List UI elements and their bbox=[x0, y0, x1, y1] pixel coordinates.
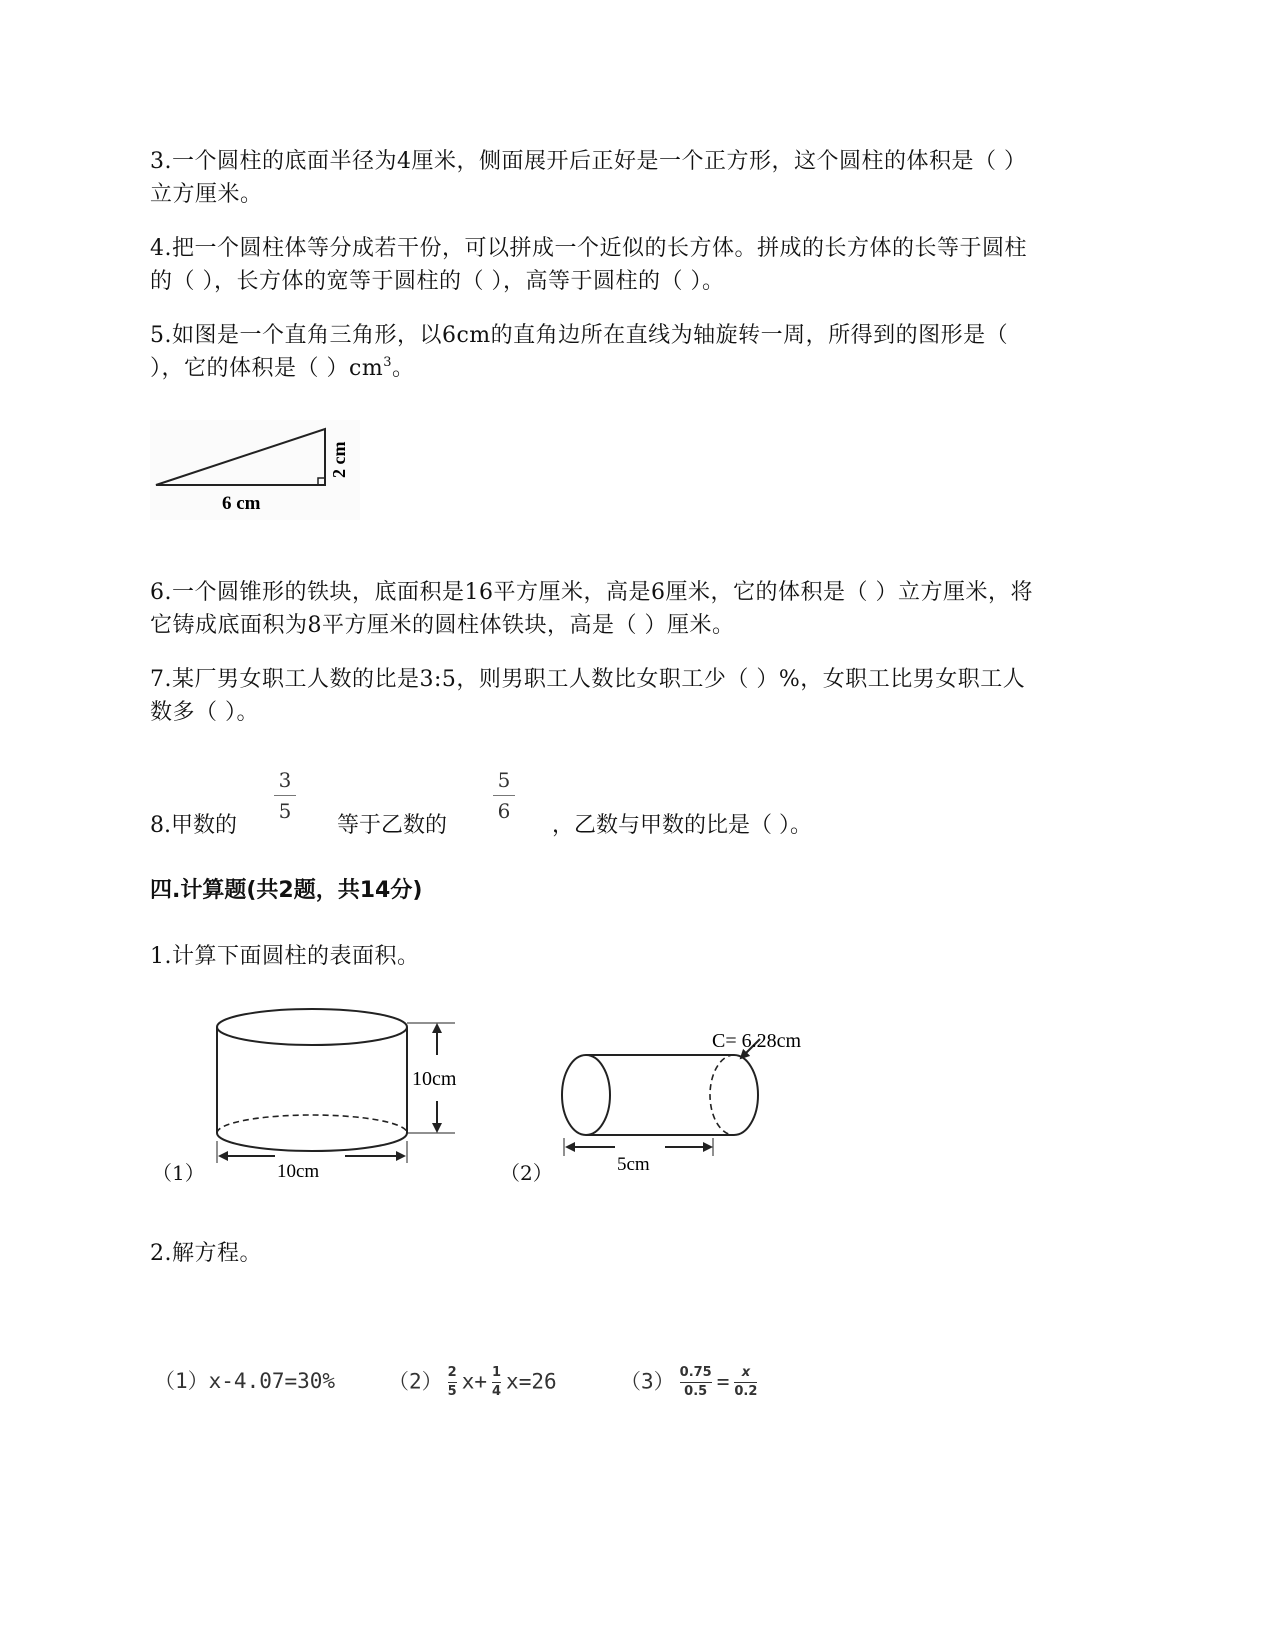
triangle-base-label: 6 cm bbox=[222, 493, 261, 514]
question-6 bbox=[150, 576, 1130, 642]
equation-3 bbox=[620, 1365, 762, 1400]
upright-cylinder-figure bbox=[215, 1005, 490, 1185]
right-triangle-figure bbox=[150, 420, 360, 520]
section-4-heading: 四.计算题(共2题，共14分) bbox=[150, 878, 423, 903]
eq3-frac2-bar bbox=[734, 1382, 757, 1383]
eq2-frac1-bar bbox=[448, 1382, 457, 1383]
question-8-part-3: ，乙数与甲数的比是（ ）。 bbox=[552, 813, 812, 838]
fraction-2-denominator: 6 bbox=[497, 799, 511, 823]
cylinder-1-top-ellipse bbox=[217, 1009, 407, 1045]
equation-3-fraction-2 bbox=[734, 1365, 757, 1400]
fraction-1-bar bbox=[274, 795, 296, 796]
cylinder-1-height-label: 10cm bbox=[412, 1068, 457, 1090]
eq3-frac2-numerator: x bbox=[741, 1365, 751, 1380]
cylinder-1-bottom-front bbox=[217, 1133, 407, 1151]
fraction-three-fifths bbox=[274, 767, 296, 824]
calc-1-prompt-text: 1.计算下面圆柱的表面积。 bbox=[150, 944, 420, 969]
question-7 bbox=[150, 663, 1130, 729]
equation-2-tail: x=26 bbox=[506, 1369, 557, 1394]
equation-2-fraction-1 bbox=[448, 1365, 457, 1400]
eq2-frac2-numerator: 1 bbox=[492, 1365, 502, 1380]
question-6-line-1: 6.一个圆锥形的铁块，底面积是16平方厘米，高是6厘米，它的体积是（ ）立方厘米，将 bbox=[150, 580, 1033, 605]
eq3-frac2-denominator: 0.2 bbox=[734, 1384, 758, 1399]
eq2-frac2-bar bbox=[492, 1382, 501, 1383]
question-5-line-2-text: ），它的体积是（ ）cm bbox=[150, 356, 384, 381]
question-6-line-2: 它铸成底面积为8平方厘米的圆柱体铁块，高是（ ）厘米。 bbox=[150, 613, 735, 638]
question-7-line-2: 数多（ ）。 bbox=[150, 700, 259, 725]
question-3-line-2: 立方厘米。 bbox=[150, 182, 263, 207]
question-8-part-2: 等于乙数的 bbox=[337, 813, 448, 838]
question-4-line-1: 4.把一个圆柱体等分成若干份，可以拼成一个近似的长方体。拼成的长方体的长等于圆柱 bbox=[150, 236, 1027, 261]
cylinder-2-left-end bbox=[562, 1055, 610, 1135]
horizontal-cylinder-figure bbox=[555, 1025, 855, 1185]
cylinder-2-right-end-front bbox=[734, 1055, 758, 1135]
equation-2-middle: x+ bbox=[461, 1369, 487, 1394]
equation-1: （1）x-4.07=30% bbox=[154, 1369, 336, 1393]
question-5-line-1: 5.如图是一个直角三角形，以6cm的直角边所在直线为轴旋转一周，所得到的图形是（ bbox=[150, 323, 1009, 348]
cubic-exponent: 3 bbox=[383, 355, 392, 370]
question-3 bbox=[150, 145, 1130, 211]
eq3-frac1-denominator: 0.5 bbox=[684, 1384, 708, 1399]
fraction-1-denominator: 5 bbox=[278, 799, 292, 823]
question-4 bbox=[150, 232, 1130, 298]
eq3-frac1-bar bbox=[680, 1382, 712, 1383]
circumference-label: C= 6.28cm bbox=[712, 1030, 802, 1052]
fraction-2-numerator: 5 bbox=[497, 768, 511, 792]
calc-2-prompt-text: 2.解方程。 bbox=[150, 1241, 262, 1266]
equation-2 bbox=[388, 1365, 557, 1400]
cylinder-2-right-end-back bbox=[710, 1055, 734, 1135]
eq2-frac1-denominator: 5 bbox=[447, 1384, 457, 1399]
question-8-part-1: 8.甲数的 bbox=[150, 813, 237, 838]
question-3-line-1: 3.一个圆柱的底面半径为4厘米，侧面展开后正好是一个正方形，这个圆柱的体积是（ ） bbox=[150, 149, 1027, 174]
equation-2-label: （2） bbox=[388, 1369, 443, 1394]
triangle-height-label: 2 cm bbox=[329, 441, 349, 478]
question-7-line-1: 7.某厂男女职工人数的比是3:5，则男职工人数比女职工少（ ）%，女职工比男女职工人 bbox=[150, 667, 1026, 692]
eq2-frac1-numerator: 2 bbox=[447, 1365, 457, 1380]
question-5-line-2 bbox=[150, 352, 1130, 385]
fraction-five-sixths bbox=[493, 767, 515, 824]
figure-2-label: （2） bbox=[500, 1161, 553, 1185]
calc-1-prompt bbox=[150, 940, 1130, 973]
cylinder-2-length-label: 5cm bbox=[617, 1154, 650, 1175]
eq3-frac1-numerator: 0.75 bbox=[679, 1365, 712, 1380]
cylinder-1-width-label: 10cm bbox=[277, 1161, 320, 1182]
equation-2-fraction-2 bbox=[492, 1365, 501, 1400]
question-5 bbox=[150, 319, 1130, 385]
equation-3-fraction-1 bbox=[680, 1365, 712, 1400]
question-5-line-2-end: 。 bbox=[391, 356, 415, 381]
question-4-line-2: 的（ ），长方体的宽等于圆柱的（ ），高等于圆柱的（ ）。 bbox=[150, 269, 725, 294]
equation-3-equals: = bbox=[716, 1369, 730, 1394]
cylinder-1-bottom-back bbox=[217, 1115, 407, 1133]
figure-1-label: （1） bbox=[152, 1161, 205, 1185]
fraction-2-bar bbox=[493, 795, 515, 796]
fraction-1-numerator: 3 bbox=[278, 768, 292, 792]
eq2-frac2-denominator: 4 bbox=[492, 1384, 502, 1399]
equations-row bbox=[150, 1353, 850, 1413]
equation-3-label: （3） bbox=[620, 1369, 675, 1394]
calc-2-prompt bbox=[150, 1237, 1130, 1270]
